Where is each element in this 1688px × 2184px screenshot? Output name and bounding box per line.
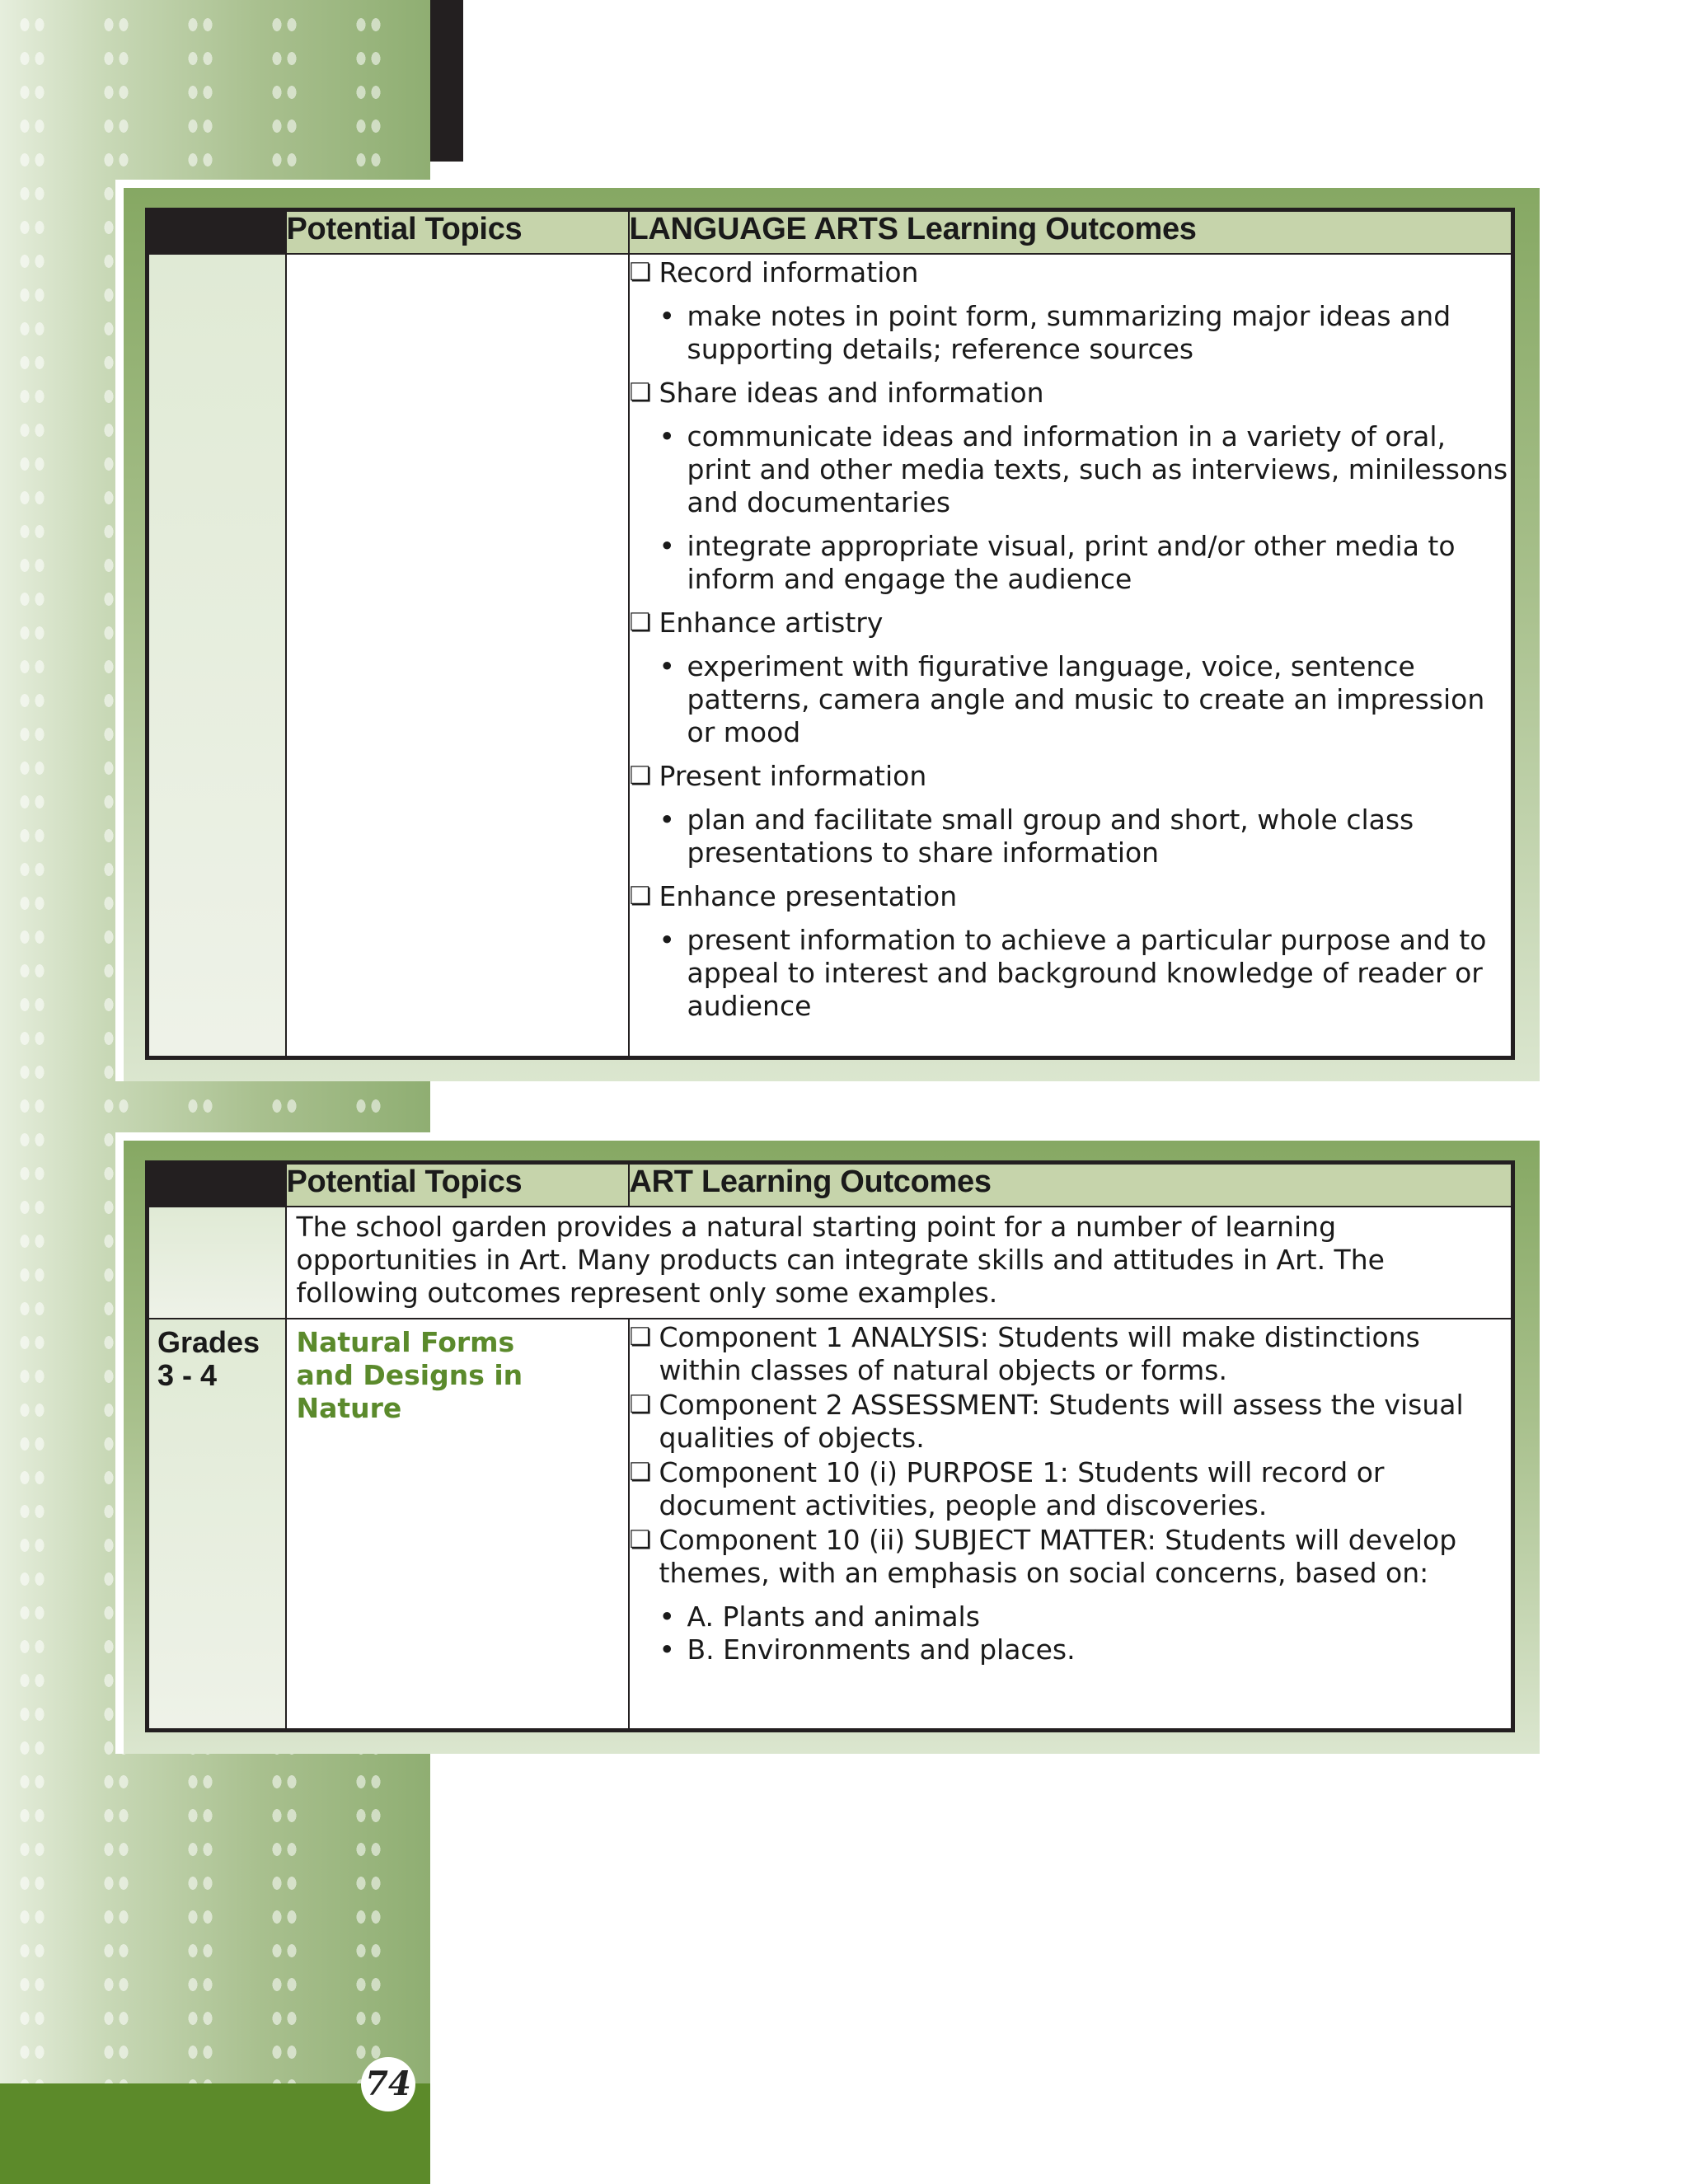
table-row — [148, 1207, 1513, 1319]
grade-label: Grades 3 - 4 — [157, 1325, 260, 1392]
header-language-arts-outcomes: LANGUAGE ARTS Learning Outcomes — [629, 210, 1513, 255]
art-outcomes-list — [630, 1321, 1512, 1666]
outcome-checkbox-item — [630, 1456, 1512, 1522]
language-arts-panel-frame — [124, 188, 1540, 1081]
header-art-outcomes: ART Learning Outcomes — [629, 1163, 1513, 1207]
page-number: 74 — [361, 2057, 415, 2111]
outcome-bullet-item — [630, 300, 1512, 366]
header-corner — [148, 1163, 286, 1207]
topics-cell — [286, 1319, 629, 1731]
intro-cell — [286, 1207, 1513, 1319]
outcome-text: Component 10 (ii) SUBJECT MATTER: Students will develop themes, with an emphasis on social concerns, based on: — [659, 1524, 1457, 1589]
outcome-text: A. Plants and animals — [687, 1601, 980, 1633]
art-panel — [115, 1132, 1540, 1754]
bullet-icon: • — [659, 530, 675, 562]
header-potential-topics: Potential Topics — [286, 210, 629, 255]
art-intro-text: The school garden provides a natural starting point for a number of learning opportunities in Art. Many products can integrate skills and attitudes in Art. The following outcomes represent only some examples. — [296, 1211, 1385, 1309]
grade-cell — [148, 254, 286, 1058]
checkbox-icon: ❏ — [629, 1323, 652, 1352]
outcome-text: make notes in point form, summarizing major ideas and supporting details; reference sources — [687, 300, 1451, 365]
bullet-icon: • — [659, 1601, 675, 1633]
table-header-row — [148, 210, 1513, 255]
checkbox-icon: ❏ — [629, 762, 652, 790]
bullet-icon: • — [659, 1633, 675, 1666]
checkbox-icon: ❏ — [629, 1526, 652, 1554]
language-arts-panel — [115, 180, 1540, 1081]
checkbox-icon: ❏ — [629, 882, 652, 911]
bullet-icon: • — [659, 804, 675, 836]
outcome-text: Enhance artistry — [659, 607, 884, 639]
topics-cell — [286, 254, 629, 1058]
outcome-bullet-item — [630, 650, 1512, 749]
header-corner — [148, 210, 286, 255]
checkbox-icon: ❏ — [629, 1458, 652, 1487]
outcome-text: present information to achieve a particular purpose and to appeal to interest and background knowledge of reader or audience — [687, 924, 1487, 1022]
outcome-text: B. Environments and places. — [687, 1633, 1076, 1666]
art-panel-frame — [124, 1141, 1540, 1754]
outcome-text: Record information — [659, 256, 919, 288]
header-potential-topics: Potential Topics — [286, 1163, 629, 1207]
table-header-row — [148, 1163, 1513, 1207]
outcome-checkbox-item — [630, 377, 1512, 410]
checkbox-icon: ❏ — [629, 258, 652, 287]
checkbox-icon: ❏ — [629, 1390, 652, 1419]
language-arts-table — [145, 208, 1515, 1060]
table-row — [148, 254, 1513, 1058]
grade-cell — [148, 1207, 286, 1319]
outcome-text: Component 10 (i) PURPOSE 1: Students will record or document activities, people and discoveries. — [659, 1456, 1385, 1521]
outcome-text: Enhance presentation — [659, 880, 958, 912]
outcomes-cell — [629, 1319, 1513, 1731]
language-arts-outcomes-list — [630, 256, 1512, 1023]
outcome-bullet-item — [630, 1633, 1512, 1666]
outcome-text: integrate appropriate visual, print and/or other media to inform and engage the audience — [687, 530, 1456, 595]
outcome-checkbox-item — [630, 607, 1512, 640]
outcome-text: Share ideas and information — [659, 377, 1044, 409]
bullet-icon: • — [659, 300, 675, 332]
art-table — [145, 1160, 1515, 1732]
checkbox-icon: ❏ — [629, 608, 652, 637]
outcome-checkbox-item — [630, 760, 1512, 793]
outcome-checkbox-item — [630, 1321, 1512, 1387]
outcomes-cell — [629, 254, 1513, 1058]
outcome-text: Component 2 ASSESSMENT: Students will assess the visual qualities of objects. — [659, 1389, 1464, 1454]
checkbox-icon: ❏ — [629, 378, 652, 407]
outcome-text: experiment with figurative language, voice, sentence patterns, camera angle and music to create an impression or mood — [687, 650, 1485, 748]
outcome-text: Component 1 ANALYSIS: Students will make distinctions within classes of natural objects or forms. — [659, 1321, 1420, 1386]
outcome-bullet-item — [630, 924, 1512, 1023]
outcome-text: communicate ideas and information in a variety of oral, print and other media texts, such as interviews, minilessons and documentaries — [687, 420, 1508, 518]
outcome-checkbox-item — [630, 256, 1512, 289]
decorative-dark-tab — [430, 0, 463, 162]
outcome-bullet-item — [630, 420, 1512, 519]
grade-cell — [148, 1319, 286, 1731]
topic-name: Natural Forms and Designs in Nature — [296, 1326, 523, 1424]
outcome-checkbox-item — [630, 1524, 1512, 1590]
outcome-checkbox-item — [630, 880, 1512, 913]
outcome-bullet-item — [630, 530, 1512, 596]
outcome-bullet-item — [630, 804, 1512, 869]
bullet-icon: • — [659, 924, 675, 956]
bullet-icon: • — [659, 420, 675, 452]
outcome-bullet-item — [630, 1601, 1512, 1633]
outcome-text: Present information — [659, 760, 927, 792]
outcome-text: plan and facilitate small group and short, whole class presentations to share information — [687, 804, 1414, 869]
bullet-icon: • — [659, 650, 675, 682]
table-row — [148, 1319, 1513, 1731]
outcome-checkbox-item — [630, 1389, 1512, 1455]
